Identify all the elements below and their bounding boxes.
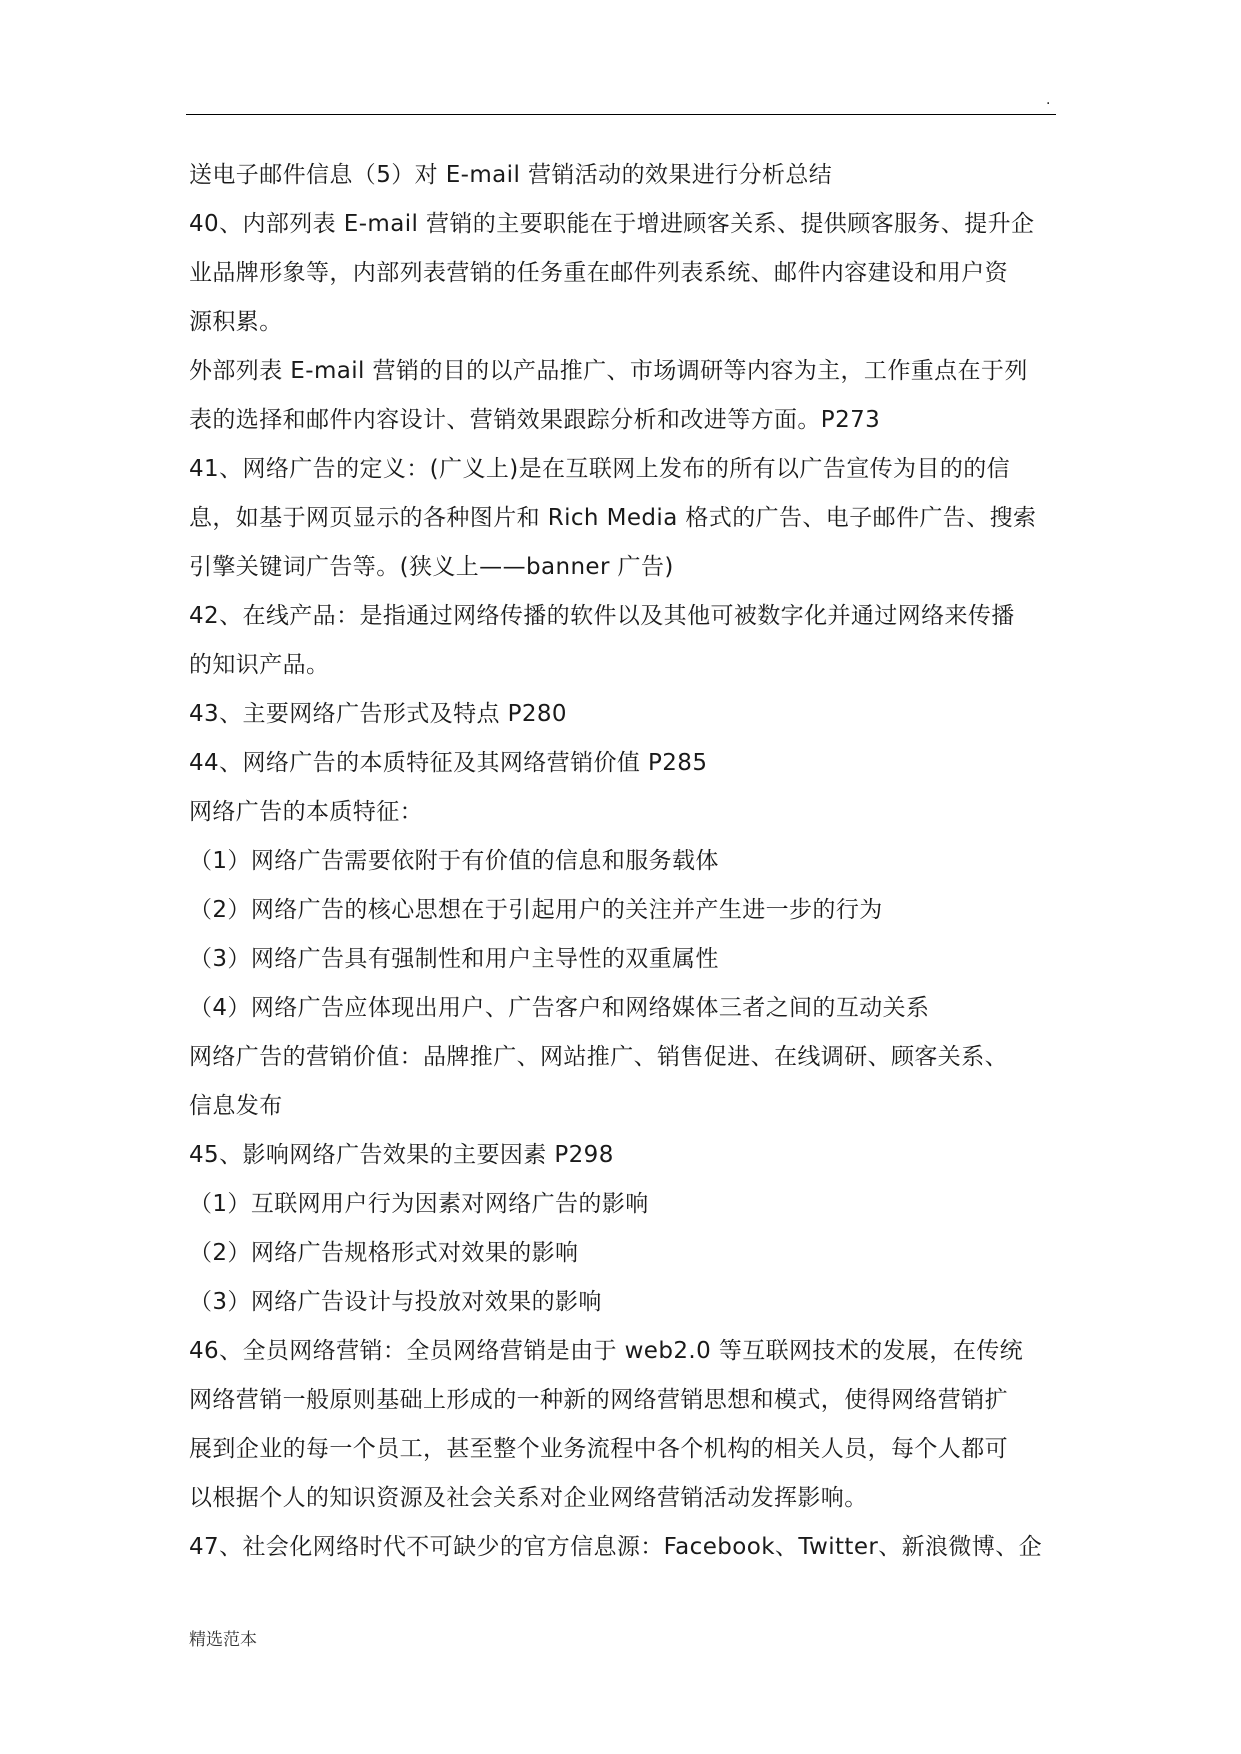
text-line: 47、社会化网络时代不可缺少的官方信息源：Facebook、Twitter、新浪微博、企 <box>189 1534 1043 1560</box>
text-line: 网络营销一般原则基础上形成的一种新的网络营销思想和模式，使得网络营销扩 <box>189 1387 1008 1413</box>
header-mark: . <box>1046 92 1051 108</box>
header-rule <box>186 114 1056 115</box>
text-line: 44、网络广告的本质特征及其网络营销价值 P285 <box>189 750 708 776</box>
text-line: （2）网络广告的核心思想在于引起用户的关注并产生进一步的行为 <box>189 897 883 923</box>
text-line: 展到企业的每一个员工，甚至整个业务流程中各个机构的相关人员，每个人都可 <box>189 1436 1008 1462</box>
text-line: 引擎关键词广告等。(狭义上——banner 广告) <box>189 554 674 580</box>
text-line: 43、主要网络广告形式及特点 P280 <box>189 701 567 727</box>
text-line: 源积累。 <box>189 309 283 335</box>
text-line: （4）网络广告应体现出用户、广告客户和网络媒体三者之间的互动关系 <box>189 995 930 1021</box>
text-line: 网络广告的本质特征： <box>189 799 423 825</box>
text-line: （1）互联网用户行为因素对网络广告的影响 <box>189 1191 649 1217</box>
text-line: 以根据个人的知识资源及社会关系对企业网络营销活动发挥影响。 <box>189 1485 868 1511</box>
text-line: （1）网络广告需要依附于有价值的信息和服务载体 <box>189 848 719 874</box>
text-line: 46、全员网络营销：全员网络营销是由于 web2.0 等互联网技术的发展，在传统 <box>189 1338 1024 1364</box>
text-line: 送电子邮件信息（5）对 E-mail 营销活动的效果进行分析总结 <box>189 162 833 188</box>
text-line: 表的选择和邮件内容设计、营销效果跟踪分析和改进等方面。P273 <box>189 407 881 433</box>
text-line: 40、内部列表 E-mail 营销的主要职能在于增进顾客关系、提供顾客服务、提升企 <box>189 211 1035 237</box>
text-line: 业品牌形象等，内部列表营销的任务重在邮件列表系统、邮件内容建设和用户资 <box>189 260 1008 286</box>
text-line: 的知识产品。 <box>189 652 330 678</box>
text-line: （3）网络广告具有强制性和用户主导性的双重属性 <box>189 946 719 972</box>
text-line: 信息发布 <box>189 1093 283 1119</box>
text-line: 外部列表 E-mail 营销的目的以产品推广、市场调研等内容为主，工作重点在于列 <box>189 358 1028 384</box>
text-line: 息，如基于网页显示的各种图片和 Rich Media 格式的广告、电子邮件广告、搜索 <box>189 505 1037 531</box>
document-body <box>189 151 1074 1572</box>
text-line: （2）网络广告规格形式对效果的影响 <box>189 1240 579 1266</box>
text-line: 45、影响网络广告效果的主要因素 P298 <box>189 1142 614 1168</box>
footer-text: 精选范本 <box>189 1630 257 1650</box>
text-line: 42、在线产品：是指通过网络传播的软件以及其他可被数字化并通过网络来传播 <box>189 603 1015 629</box>
text-line: 41、网络广告的定义：(广义上)是在互联网上发布的所有以广告宣传为目的的信 <box>189 456 1011 482</box>
text-line: 网络广告的营销价值：品牌推广、网站推广、销售促进、在线调研、顾客关系、 <box>189 1044 1008 1070</box>
text-line: （3）网络广告设计与投放对效果的影响 <box>189 1289 602 1315</box>
